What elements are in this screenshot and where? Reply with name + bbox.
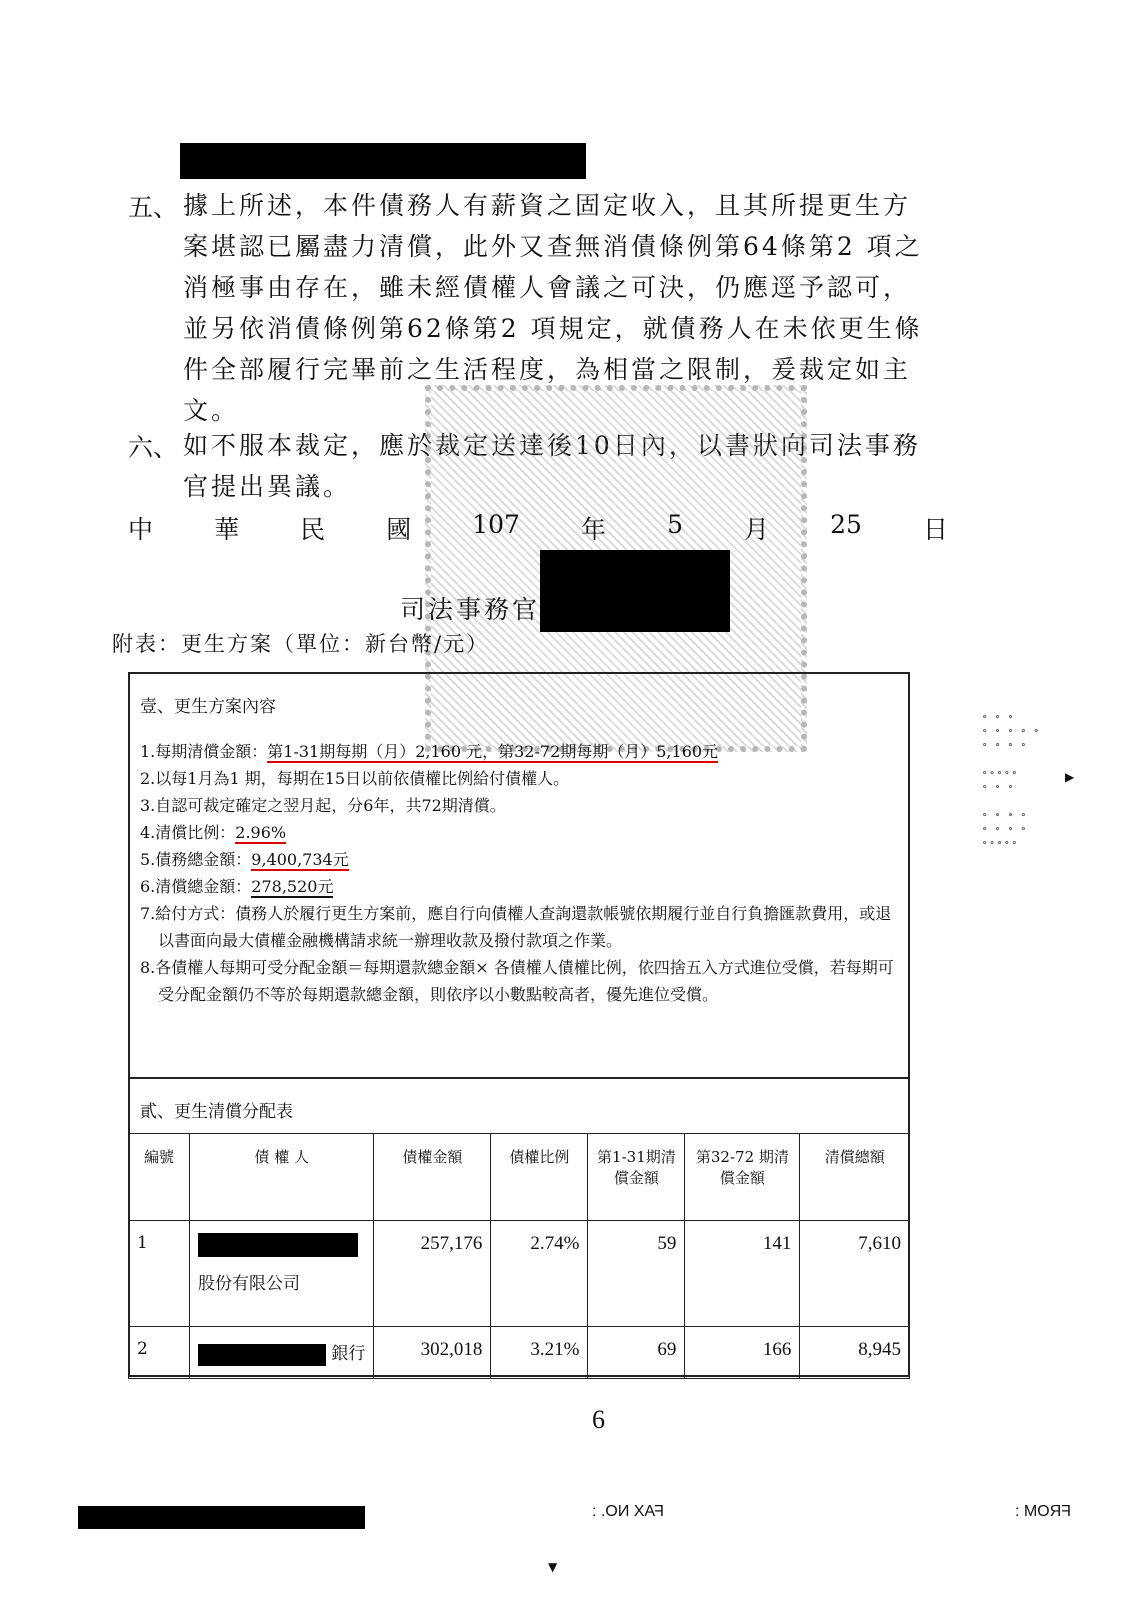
repayment-ratio: 2.96% <box>235 823 287 842</box>
section-divider <box>128 1077 910 1079</box>
date-day: 25 <box>830 510 862 539</box>
official-signature-label: 司法事務官 <box>400 595 541 624</box>
plan-item-2: 2.以每1月為1 期，每期在15日以前依債權比例給付債權人。 <box>140 769 570 788</box>
col-header-period1: 第1-31期清償金額 <box>588 1134 685 1221</box>
table-row: 2 銀行 302,018 3.21% 69 166 8,945 <box>129 1327 910 1379</box>
plan-item-1: 1.每期清償金額：第1-31期每期（月）2,160 元，第32-72期每期（月）5,160元 <box>140 742 719 761</box>
section5-line: 據上所述，本件債務人有薪資之固定收入，且其所提更生方 <box>183 191 912 220</box>
arrow-right-icon: ▶ <box>1065 770 1075 784</box>
section6-line: 如不服本裁定，應於裁定送達後10日內，以書狀向司法事務 <box>183 431 921 460</box>
date-year: 107 <box>472 510 520 539</box>
date-month: 5 <box>667 510 683 539</box>
table-row: 1 股份有限公司 257,176 2.74% 59 141 7,610 <box>129 1221 910 1327</box>
plan-item-8: 8.各債權人每期可受分配金額＝每期還款總金額× 各債權人債權比例，依四捨五入方式進位受償，若每期可受分配金額仍不等於每期還款總金額，則依序以小數點較高者，優先進位受償。 <box>140 958 894 1004</box>
section5-line: 案堪認已屬盡力清償，此外又查無消債條例第64條第2 項之 <box>183 232 923 261</box>
fax-number-label: FAX NO. : <box>592 1503 665 1520</box>
total-debt: 9,400,734元 <box>251 850 349 869</box>
appendix-title: 附表：更生方案（單位：新台幣/元） <box>112 632 490 656</box>
redacted-creditor-name <box>198 1233 358 1257</box>
col-header-amount: 債權金額 <box>374 1134 491 1221</box>
col-header-no: 編號 <box>129 1134 190 1221</box>
plan-item-5: 5.債務總金額：9,400,734元 <box>140 850 349 869</box>
date-line: 中 華 民 國 107 年 5 月 25 日 <box>128 510 948 544</box>
plan-items <box>140 738 905 1008</box>
col-header-period2: 第32-72 期清償金額 <box>685 1134 800 1221</box>
plan-section-title: 壹、更生方案內容 <box>140 697 276 717</box>
redaction-bar-footer <box>78 1506 365 1529</box>
section5-line: 文。 <box>183 396 240 425</box>
redaction-bar-official-name <box>540 550 730 632</box>
distribution-header-row <box>129 1134 910 1221</box>
section5-line: 消極事由存在，雖未經債權人會議之可決，仍應逕予認可， <box>183 273 912 302</box>
plan-item-3: 3.自認可裁定確定之翌月起，分6年，共72期清償。 <box>140 796 506 815</box>
plan-item-4: 4.清償比例：2.96% <box>140 823 287 842</box>
plan-item-1-value: 第1-31期每期（月）2,160 元，第32-72期每期（月）5,160元 <box>267 742 719 761</box>
redacted-creditor-name <box>198 1344 326 1366</box>
section6-marker: 六、 <box>128 433 179 462</box>
page-number: 6 <box>592 1405 605 1434</box>
col-header-creditor: 債 權 人 <box>190 1134 374 1221</box>
distribution-section-title: 貳、更生清償分配表 <box>140 1102 293 1122</box>
distribution-table <box>128 1133 910 1379</box>
section5-line: 件全部履行完畢前之生活程度，為相當之限制，爰裁定如主 <box>183 355 912 384</box>
scan-noise: ∘ ∘ ∘ ∘ ∘ ∘ ∘ ∘ ∘ ∘ ∘ ∘ ∘∘∘∘∘ ∘ ∘ ∘ ∘ ∘ ∘ ∘ ∘ ∘ ∘ ∘ ∘∘∘∘∘ <box>982 710 1041 849</box>
total-repayment: 278,520元 <box>251 877 334 896</box>
arrow-down-icon: ▼ <box>548 1560 558 1574</box>
col-header-total: 清償總額 <box>800 1134 910 1221</box>
section5-line: 並另依消債條例第62條第2 項規定，就債務人在未依更生條 <box>183 314 923 343</box>
plan-item-6: 6.清償總金額：278,520元 <box>140 877 334 896</box>
from-label: FROM : <box>1015 1503 1071 1520</box>
redaction-bar-top <box>180 143 586 179</box>
section6-line: 官提出異議。 <box>183 472 352 501</box>
col-header-ratio: 債權比例 <box>491 1134 588 1221</box>
plan-item-7: 7.給付方式：債務人於履行更生方案前，應自行向債權人查詢還款帳號依期履行並自行負擔匯款費用，或退以書面向最大債權金融機構請求統一辦理收款及撥付款項之作業。 <box>140 904 892 950</box>
section5-marker: 五、 <box>128 193 179 222</box>
